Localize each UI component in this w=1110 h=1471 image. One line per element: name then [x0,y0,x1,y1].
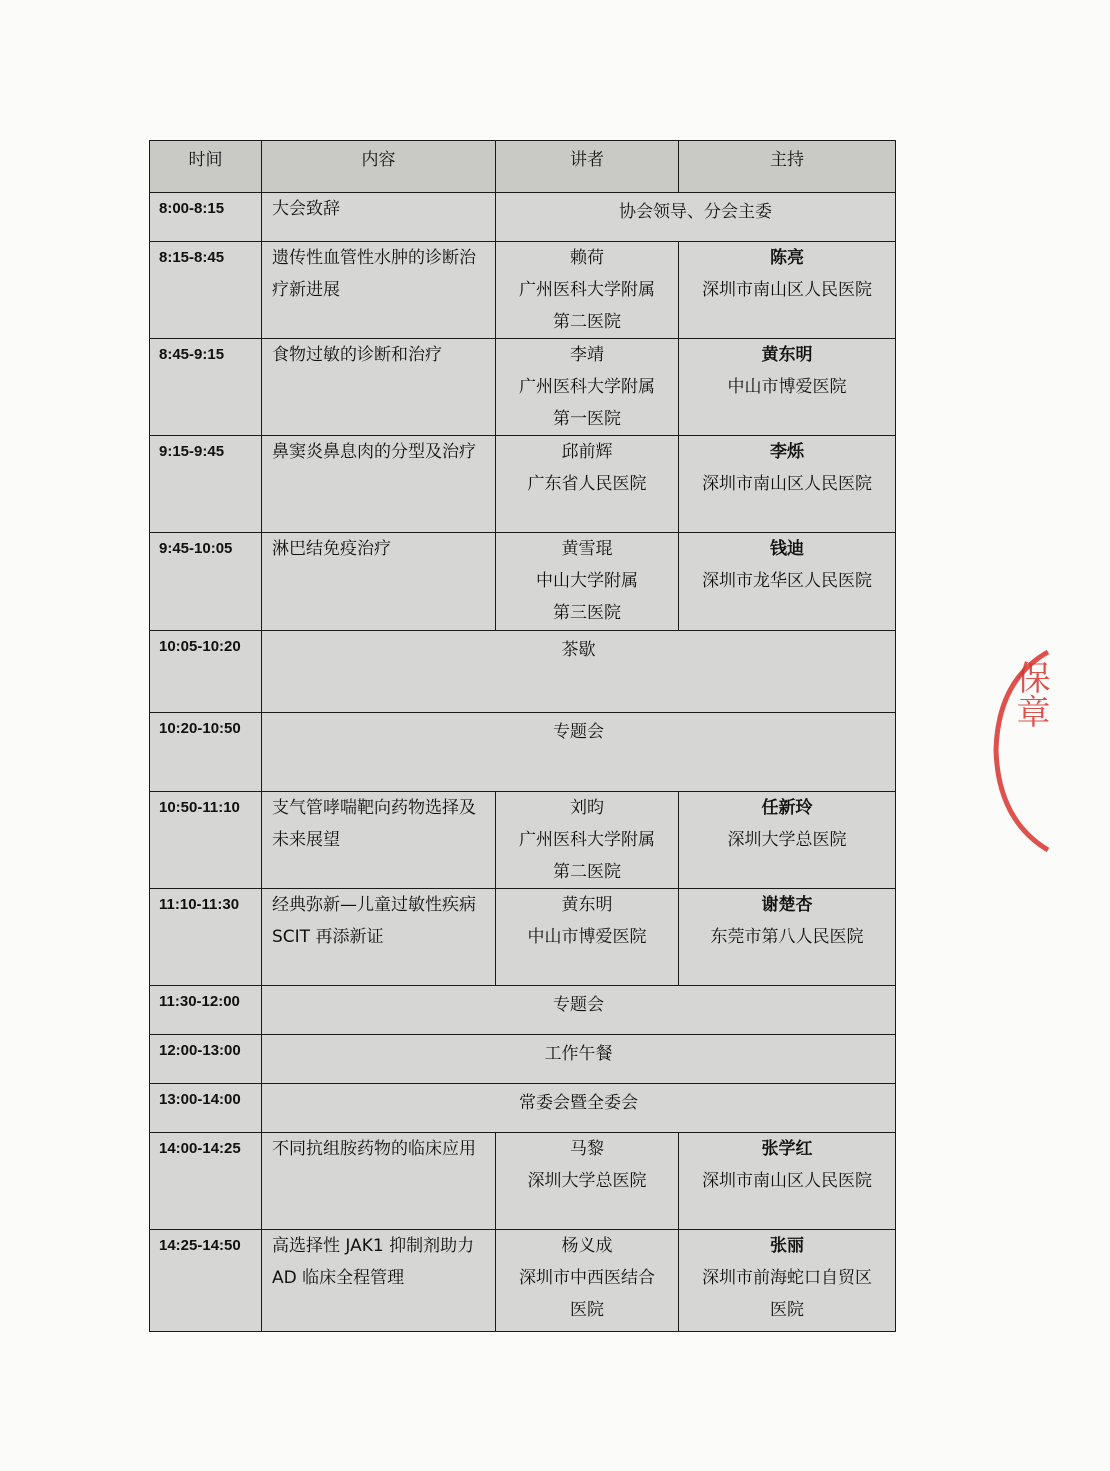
row-host [679,242,896,339]
speaker-affiliation: 第三医院 [553,603,621,623]
row-speaker [496,792,679,889]
host-affiliation: 深圳市前海蛇口自贸区 [702,1268,872,1288]
header-speaker: 讲者 [496,141,679,193]
row-host [679,533,896,631]
speaker-affiliation: 广州医科大学附属 [519,377,655,397]
header-topic: 内容 [262,141,496,193]
row-speaker [496,436,679,533]
table-row [150,1035,896,1084]
row-host [679,1133,896,1230]
table-row [150,1230,896,1332]
speaker-name: 黄东明 [561,895,613,915]
row-span: 茶歇 [262,631,896,713]
host-name: 钱迪 [770,539,804,559]
row-time: 12:00-13:00 [150,1035,262,1084]
row-time: 14:25-14:50 [150,1230,262,1332]
row-topic: 食物过敏的诊断和治疗 [262,339,496,436]
host-affiliation: 深圳市南山区人民医院 [702,474,872,494]
table-row [150,1133,896,1230]
table-header-row [150,141,896,193]
table-row [150,631,896,713]
host-name: 黄东明 [761,345,813,365]
table-row [150,193,896,242]
row-time: 10:50-11:10 [150,792,262,889]
host-name: 李烁 [770,442,804,462]
table-row [150,339,896,436]
table-row [150,713,896,792]
host-name: 任新玲 [761,798,813,818]
row-host [679,1230,896,1332]
row-span: 协会领导、分会主委 [496,193,896,242]
table-row [150,242,896,339]
host-affiliation: 深圳大学总医院 [727,830,847,850]
host-name: 陈亮 [770,248,804,268]
row-time: 10:05-10:20 [150,631,262,713]
speaker-affiliation: 中山市博爱医院 [527,927,647,947]
host-affiliation: 中山市博爱医院 [727,377,847,397]
row-span: 专题会 [262,713,896,792]
speaker-name: 邱前辉 [561,442,613,462]
host-affiliation: 东莞市第八人民医院 [710,927,864,947]
speaker-affiliation: 医院 [570,1300,604,1320]
row-speaker [496,242,679,339]
speaker-affiliation: 深圳市中西医结合 [519,1268,655,1288]
row-speaker [496,339,679,436]
schedule-table [149,140,896,1332]
row-topic: 支气管哮喘靶向药物选择及未来展望 [262,792,496,889]
header-time: 时间 [150,141,262,193]
speaker-name: 杨义成 [561,1236,613,1256]
speaker-affiliation: 第二医院 [553,862,621,882]
row-time: 11:30-12:00 [150,986,262,1035]
row-time: 8:00-8:15 [150,193,262,242]
row-host [679,436,896,533]
row-span: 专题会 [262,986,896,1035]
row-span: 工作午餐 [262,1035,896,1084]
speaker-affiliation: 广州医科大学附属 [519,280,655,300]
row-topic: 不同抗组胺药物的临床应用 [262,1133,496,1230]
row-host [679,792,896,889]
row-topic: 遗传性血管性水肿的诊断治疗新进展 [262,242,496,339]
host-name: 张丽 [770,1236,804,1256]
header-host: 主持 [679,141,896,193]
speaker-affiliation: 第一医院 [553,409,621,429]
row-speaker [496,1133,679,1230]
row-speaker [496,1230,679,1332]
row-time: 13:00-14:00 [150,1084,262,1133]
row-span: 常委会暨全委会 [262,1084,896,1133]
row-host [679,339,896,436]
row-speaker [496,889,679,986]
row-topic: 鼻窦炎鼻息肉的分型及治疗 [262,436,496,533]
row-topic: 淋巴结免疫治疗 [262,533,496,631]
table-row [150,986,896,1035]
table-row [150,889,896,986]
seal-text: 保章 [1010,660,1050,728]
row-time: 11:10-11:30 [150,889,262,986]
host-name: 张学红 [761,1139,813,1159]
row-time: 8:45-9:15 [150,339,262,436]
speaker-name: 李靖 [570,345,604,365]
table-row [150,533,896,631]
speaker-name: 马黎 [570,1139,604,1159]
row-host [679,889,896,986]
speaker-affiliation: 深圳大学总医院 [527,1171,647,1191]
row-time: 10:20-10:50 [150,713,262,792]
speaker-name: 黄雪琨 [561,539,613,559]
speaker-affiliation: 广州医科大学附属 [519,830,655,850]
table-row [150,436,896,533]
row-time: 8:15-8:45 [150,242,262,339]
table-row [150,1084,896,1133]
row-time: 9:15-9:45 [150,436,262,533]
row-time: 9:45-10:05 [150,533,262,631]
speaker-affiliation: 中山大学附属 [536,571,638,591]
speaker-name: 赖荷 [570,248,604,268]
host-affiliation: 医院 [770,1300,804,1320]
speaker-name: 刘昀 [570,798,604,818]
speaker-affiliation: 广东省人民医院 [527,474,647,494]
row-topic: 高选择性 JAK1 抑制剂助力 AD 临床全程管理 [262,1230,496,1332]
host-name: 谢楚杏 [761,895,813,915]
host-affiliation: 深圳市南山区人民医院 [702,1171,872,1191]
row-speaker [496,533,679,631]
row-topic: 经典弥新—儿童过敏性疾病 SCIT 再添新证 [262,889,496,986]
table-row [150,792,896,889]
host-affiliation: 深圳市龙华区人民医院 [702,571,872,591]
speaker-affiliation: 第二医院 [553,312,621,332]
row-time: 14:00-14:25 [150,1133,262,1230]
row-topic: 大会致辞 [262,193,496,242]
host-affiliation: 深圳市南山区人民医院 [702,280,872,300]
